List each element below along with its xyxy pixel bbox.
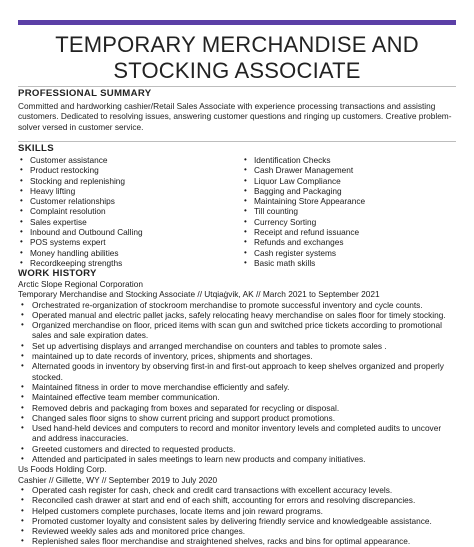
job-bullet: • Set up advertising displays and arranged merchandise on counters and tables to promote sales . bbox=[18, 341, 456, 351]
job-bullets bbox=[18, 300, 456, 465]
skills-section bbox=[18, 141, 456, 268]
job-role-line: Cashier // Gillette, WY // September 2019 to July 2020 bbox=[18, 474, 218, 485]
skill-item: • Heavy lifting bbox=[18, 186, 242, 196]
job-role-line: Temporary Merchandise and Stocking Associate // Utqiaġvik, AK // March 2021 to September 2021 bbox=[18, 289, 380, 300]
job-bullet: • Greeted customers and directed to requested products. bbox=[18, 444, 456, 454]
skill-item: • Customer relationships bbox=[18, 196, 242, 206]
job-bullet: • maintained up to date records of inventory, prices, shipments and shortages. bbox=[18, 351, 456, 361]
skill-item: • Refunds and exchanges bbox=[242, 237, 365, 247]
job-bullet: • Changed sales floor signs to show current pricing and support product promotions. bbox=[18, 413, 456, 423]
skill-item: • Cash Drawer Management bbox=[242, 165, 365, 175]
skill-item: • Recordkeeping strengths bbox=[18, 258, 242, 268]
job-bullet: • Promoted customer loyalty and consistent sales by delivering friendly service and knowledgeable assistance. bbox=[18, 516, 456, 526]
job-bullet: • Alternated goods in inventory by observing first-in and first-out approach to keep shelves organized and properly stocked. bbox=[18, 361, 456, 382]
job-bullet: • Reviewed weekly sales ads and monitored price changes. bbox=[18, 526, 456, 536]
title-line-1: TEMPORARY MERCHANDISE AND bbox=[55, 32, 419, 57]
skill-item: • Inbound and Outbound Calling bbox=[18, 227, 242, 237]
skills-right-list bbox=[242, 155, 365, 268]
summary-text: Committed and hardworking cashier/Retail Sales Associate with experience processing transactions and assisting customers. Dedicated to resolving issues, answering customer questions and ringing up customers. Creative problem-solver versed in customer service. bbox=[18, 101, 452, 132]
skill-item: • POS systems expert bbox=[18, 237, 242, 247]
skill-item: • Liquor Law Compliance bbox=[242, 176, 365, 186]
skill-item: • Customer assistance bbox=[18, 155, 242, 165]
title-line-2: STOCKING ASSOCIATE bbox=[113, 58, 361, 83]
skills-heading: SKILLS bbox=[18, 141, 456, 154]
job-entry bbox=[18, 464, 456, 546]
skill-item: • Product restocking bbox=[18, 165, 242, 175]
skill-item: • Money handling abilities bbox=[18, 248, 242, 258]
job-bullet: • Helped customers complete purchases, locate items and join reward programs. bbox=[18, 506, 456, 516]
skill-item: • Currency Sorting bbox=[242, 217, 365, 227]
skill-item: • Receipt and refund issuance bbox=[242, 227, 365, 237]
skill-item: • Bagging and Packaging bbox=[242, 186, 365, 196]
job-bullet: • Removed debris and packaging from boxes and separated for recycling or disposal. bbox=[18, 403, 456, 413]
header-accent-bar bbox=[18, 20, 456, 25]
job-bullet: • Operated manual and electric pallet jacks, safely relocating heavy merchandise on sales floor for timely stocking. bbox=[18, 310, 456, 320]
job-bullet: • Orchestrated re-organization of stockroom merchandise to promote successful inventory and cycle counts. bbox=[18, 300, 456, 310]
job-bullet: • Operated cash register for cash, check and credit card transactions with excellent accuracy levels. bbox=[18, 485, 456, 495]
job-bullet: • Replenished sales floor merchandise and straightened shelves, racks and bins for optimal appearance. bbox=[18, 536, 456, 546]
job-company: Arctic Slope Regional Corporation bbox=[18, 279, 143, 289]
skill-item: • Stocking and replenishing bbox=[18, 176, 242, 186]
job-bullet: • Maintained effective team member communication. bbox=[18, 392, 456, 402]
skill-item: • Basic math skills bbox=[242, 258, 365, 268]
skill-item: • Identification Checks bbox=[242, 155, 365, 165]
job-bullet: • Used hand-held devices and computers to record and monitor inventory levels and completed audits to uncover and address inaccuracies. bbox=[18, 423, 456, 444]
jobs-list bbox=[18, 279, 456, 547]
summary-heading: PROFESSIONAL SUMMARY bbox=[18, 86, 456, 99]
work-history-section bbox=[18, 267, 456, 547]
resume-title bbox=[18, 32, 456, 84]
skill-item: • Complaint resolution bbox=[18, 206, 242, 216]
skill-item: • Till counting bbox=[242, 206, 365, 216]
work-history-heading: WORK HISTORY bbox=[18, 268, 97, 279]
skill-item: • Cash register systems bbox=[242, 248, 365, 258]
job-bullet: • Maintained fitness in order to move merchandise efficiently and safely. bbox=[18, 382, 456, 392]
job-bullets bbox=[18, 485, 456, 547]
job-entry bbox=[18, 279, 456, 464]
job-bullet: • Organized merchandise on floor, priced items with scan gun and switched price tickets according to promotional sales and sale expiration dates. bbox=[18, 320, 456, 341]
skill-item: • Maintaining Store Appearance bbox=[242, 196, 365, 206]
skills-left-list bbox=[18, 155, 242, 268]
job-bullet: • Attended and participated in sales meetings to learn new products and company initiatives. bbox=[18, 454, 456, 464]
skill-item: • Sales expertise bbox=[18, 217, 242, 227]
skills-columns bbox=[18, 155, 456, 268]
summary-section bbox=[18, 86, 456, 132]
job-bullet: • Reconciled cash drawer at start and end of each shift, accounting for errors and resolving discrepancies. bbox=[18, 495, 456, 505]
job-company: Us Foods Holding Corp. bbox=[18, 464, 107, 475]
